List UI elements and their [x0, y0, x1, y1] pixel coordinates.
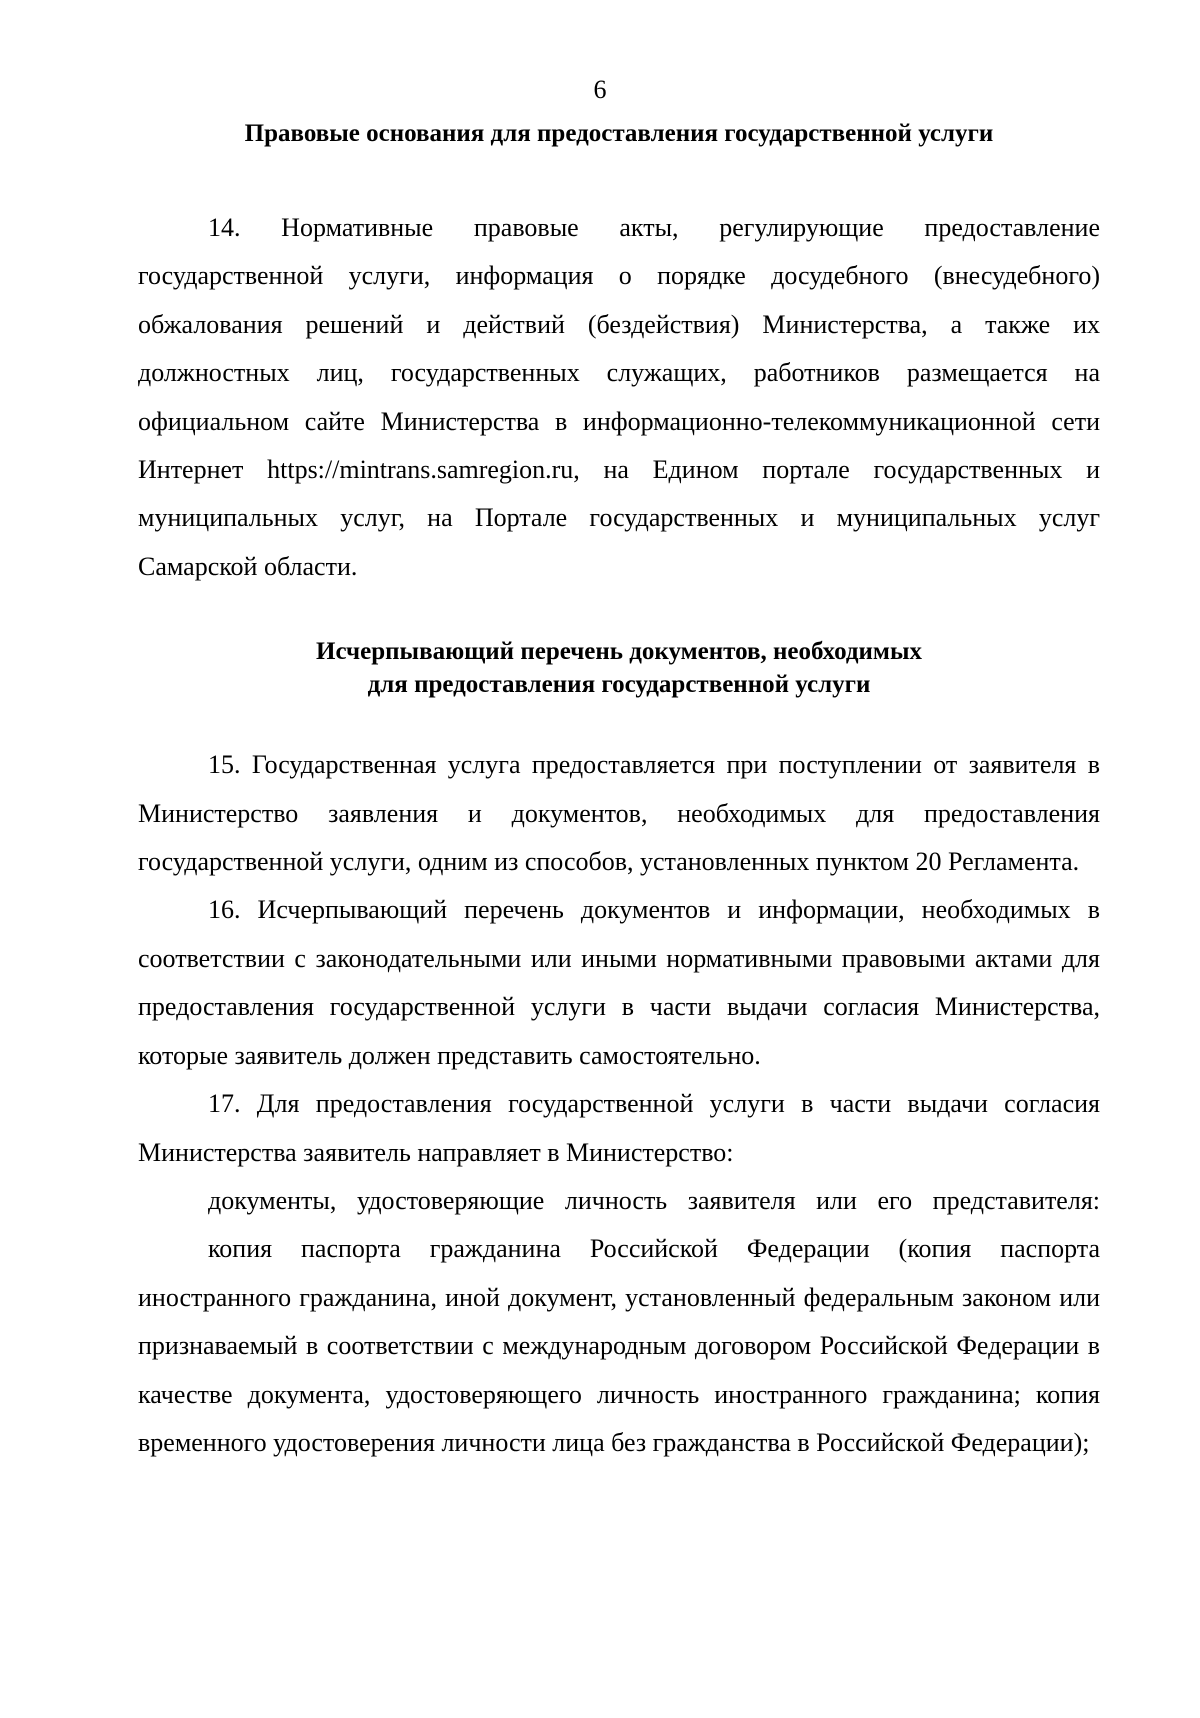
paragraph-14: 14. Нормативные правовые акты, регулирующие предоставление государственной услуги, информация о порядке досудебного (внесудебного) обжалования решений и действий (бездействия) Министерства, а также их должностных лиц, государственных служащих, работников размещается на официальном сайте Министерства в информационно-телекоммуникационной сети Интернет https://mintrans.samregion.ru, на Едином портале государственных и муниципальных услуг, на Портале государственных и муниципальных услуг Самарской области. [138, 213, 1100, 581]
page-number: 6 [593, 75, 607, 104]
section-heading-line-1: Исчерпывающий перечень документов, необходимых [316, 638, 922, 666]
section-heading-line-2: для предоставления государственной услуги [367, 671, 871, 699]
section-heading-legal-basis: Правовые основания для предоставления государственной услуги [244, 120, 994, 147]
paragraph-identity-documents: документы, удостоверяющие личность заявителя или его представителя: [208, 1185, 1100, 1215]
paragraph-17: 17. Для предоставления государственной услуги в части выдачи согласия Министерства заявитель направляет в Министерство: [138, 1089, 1100, 1167]
page-content [138, 112, 1100, 1467]
section-heading-documents-list [138, 635, 1100, 701]
paragraph-15: 15. Государственная услуга предоставляется при поступлении от заявителя в Министерство заявления и документов, необходимых для предоставления государственной услуги, одним из способов, установленных пунктом 20 Регламента. [138, 750, 1100, 877]
paragraph-passport-copy: копия паспорта гражданина Российской Федерации (копия паспорта иностранного гражданина, иной документ, установленный федеральным законом или признаваемый в соответствии с международным договором Российской Федерации в качестве документа, удостоверяющего личность иностранного гражданина; копия временного удостоверения личности лица без гражданства в Российской Федерации); [138, 1234, 1100, 1457]
paragraph-16: 16. Исчерпывающий перечень документов и информации, необходимых в соответствии с законодательными или иными нормативными правовыми актами для предоставления государственной услуги в части выдачи согласия Министерства, которые заявитель должен представить самостоятельно. [138, 895, 1100, 1070]
